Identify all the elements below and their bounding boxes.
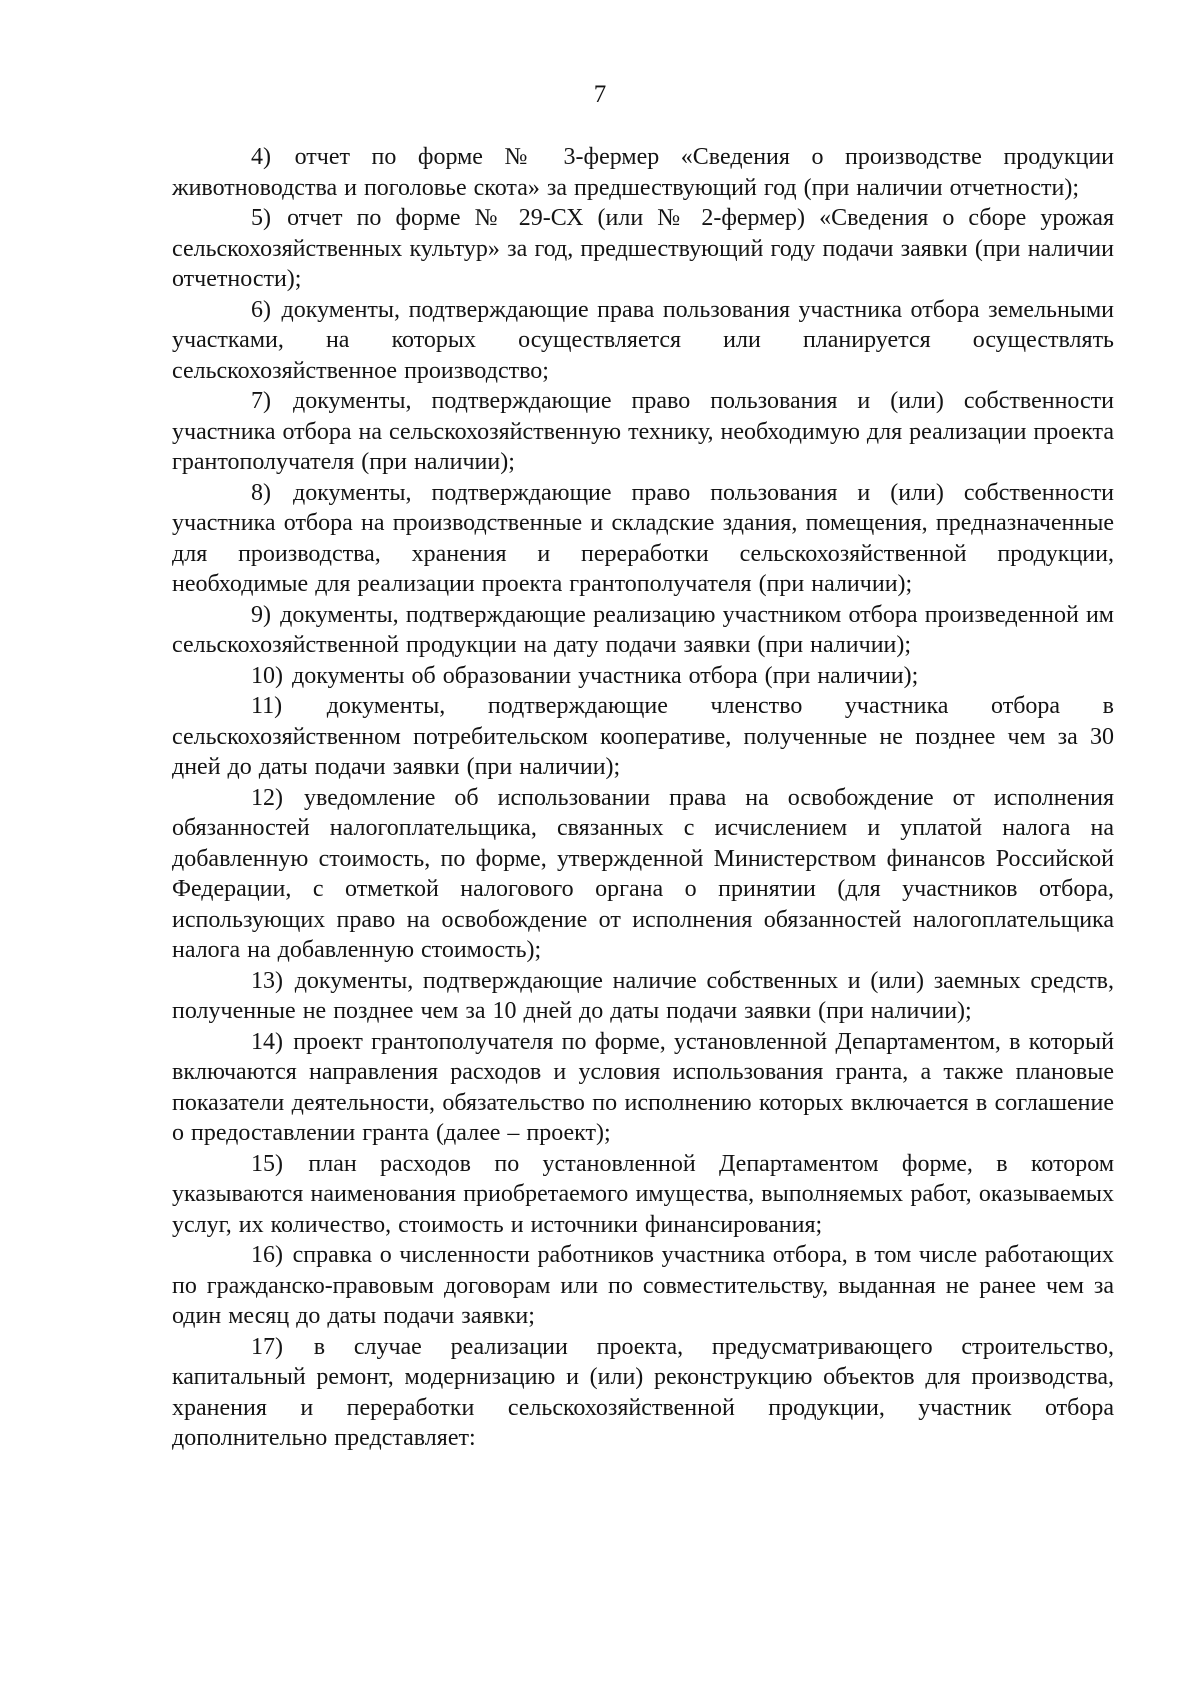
item-number: 15): [251, 1150, 283, 1177]
item-text: документы, подтверждающие права пользования участника отбора земельными участками, на которых осуществляется или планируется осуществлять сельскохозяйственное производство;: [172, 296, 1115, 384]
item-text: отчет по форме № 3-фермер «Сведения о производстве продукции животноводства и поголовье скота» за предшествующий год (при наличии отчетности);: [172, 144, 1115, 201]
item-number: 13): [251, 967, 283, 994]
item-text: отчет по форме № 29-СХ (или № 2-фермер) «Сведения о сборе урожая сельскохозяйственных культур» за год, предшествующий году подачи заявки (при наличии отчетности);: [172, 205, 1114, 292]
item-text: план расходов по установленной Департаментом форме, в котором указываются наименования приобретаемого имущества, выполняемых работ, оказываемых услуг, их количество, стоимость и источники финансирования;: [172, 1150, 1115, 1238]
item-number: 14): [251, 1028, 283, 1055]
item-number: 12): [251, 784, 283, 811]
item-number: 16): [251, 1242, 283, 1268]
item-number: 9): [251, 601, 271, 628]
item-text: проект грантополучателя по форме, установленной Департаментом, в который включаются направления расходов и условия использования гранта, а также плановые показатели деятельности, обязательство по исполнению которых включается в соглашение о предоставлении гранта (далее – проект);: [172, 1028, 1115, 1146]
item-number: 8): [251, 479, 271, 506]
list-item: [172, 1149, 1114, 1241]
item-text: уведомление об использовании права на освобождение от исполнения обязанностей налогоплательщика, связанных с исчислением и уплатой налога на добавленную стоимость, по форме, утвержденной Министерством финансов Российской Федерации, с отметкой налогового органа о принятии (для участников отбора, использующих право на освобождение от исполнения обязанностей налогоплательщика налога на добавленную стоимость);: [172, 784, 1114, 963]
item-text: в случае реализации проекта, предусматривающего строительство, капитальный ремонт, модернизацию и (или) реконструкцию объектов для производства, хранения и переработки сельскохозяйственной продукции, участник отбора дополнительно представляет:: [172, 1333, 1115, 1451]
document-body: [172, 142, 1114, 1454]
page-number: 7: [593, 81, 607, 108]
item-number: 6): [251, 296, 271, 323]
list-item: [172, 600, 1114, 661]
item-text: документы, подтверждающие реализацию участником отбора произведенной им сельскохозяйственной продукции на дату подачи заявки (при наличии);: [172, 601, 1114, 658]
list-item: [172, 661, 1114, 692]
list-item: [172, 966, 1114, 1027]
item-number: 7): [251, 388, 271, 414]
list-item: [172, 203, 1114, 295]
list-item: [172, 1332, 1114, 1454]
item-number: 17): [251, 1333, 283, 1360]
item-text: документы, подтверждающие членство участника отбора в сельскохозяйственном потребительском кооперативе, полученные не позднее чем за 30 дней до даты подачи заявки (при наличии);: [172, 693, 1115, 780]
list-item: [172, 478, 1114, 600]
item-number: 10): [251, 662, 283, 689]
item-number: 5): [251, 205, 271, 231]
list-item: [172, 142, 1114, 203]
item-text: справка о численности работников участника отбора, в том числе работающих по гражданско-правовым договорам или по совместительству, выданная не ранее чем за один месяц до даты подачи заявки;: [172, 1242, 1114, 1329]
list-item: [172, 691, 1114, 783]
item-text: документы об образовании участника отбора (при наличии);: [292, 662, 919, 689]
item-number: 4): [251, 144, 271, 170]
list-item: [172, 295, 1114, 387]
item-number: 11): [251, 693, 283, 719]
item-text: документы, подтверждающие наличие собственных и (или) заемных средств, полученные не позднее чем за 10 дней до даты подачи заявки (при наличии);: [172, 967, 1115, 1024]
list-item: [172, 1027, 1114, 1149]
list-item: [172, 783, 1114, 966]
list-item: [172, 386, 1114, 478]
item-text: документы, подтверждающие право пользования и (или) собственности участника отбора на сельскохозяйственную технику, необходимую для реализации проекта грантополучателя (при наличии);: [172, 388, 1115, 475]
item-text: документы, подтверждающие право пользования и (или) собственности участника отбора на производственные и складские здания, помещения, предназначенные для производства, хранения и переработки сельскохозяйственной продукции, необходимые для реализации проекта грантополучателя (при наличии);: [172, 479, 1115, 597]
list-item: [172, 1240, 1114, 1332]
